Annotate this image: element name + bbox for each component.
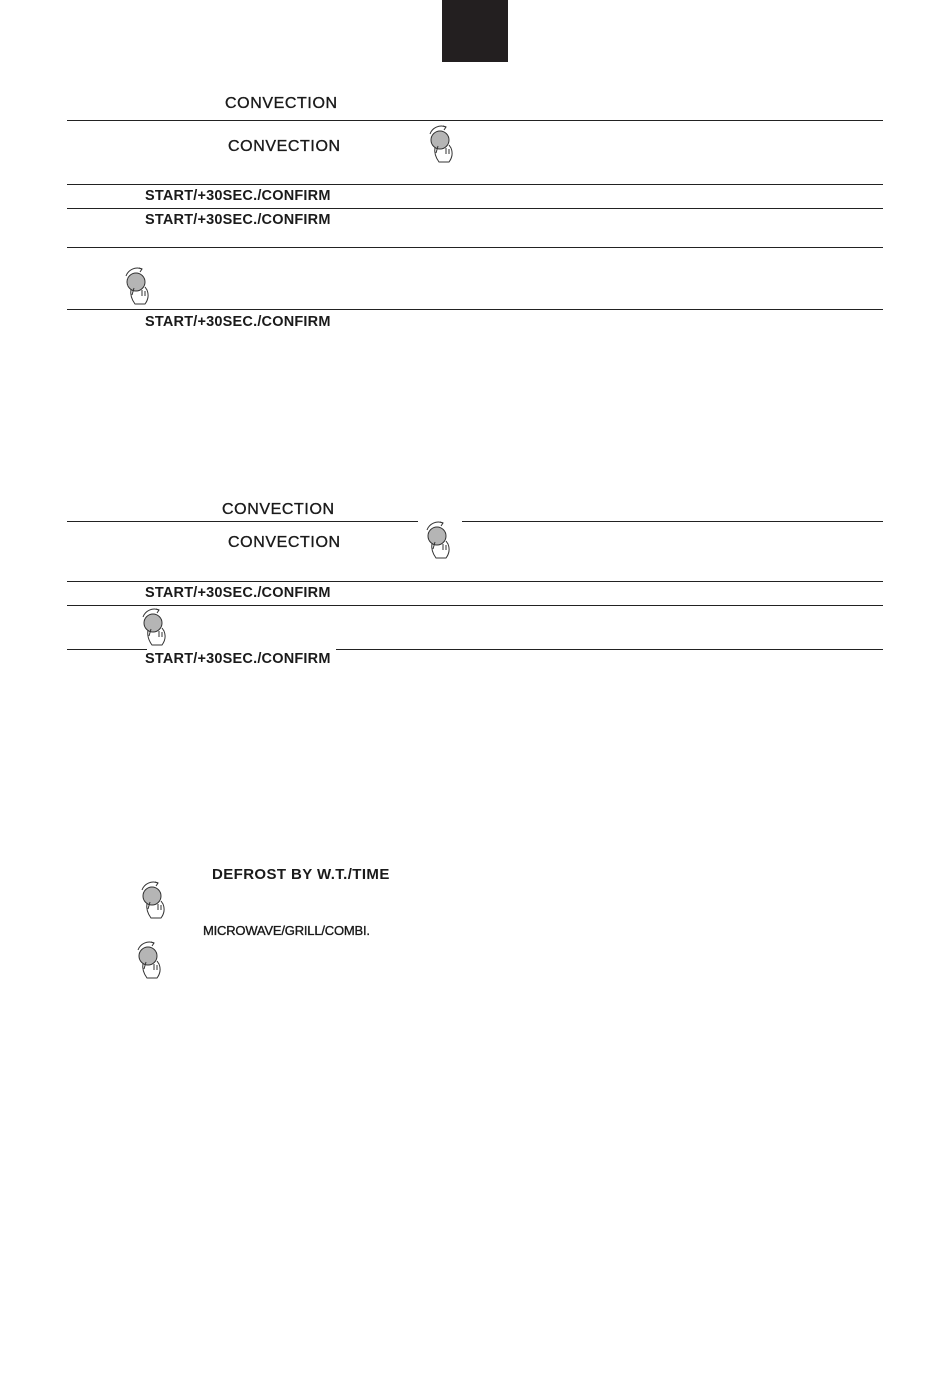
table-rule	[67, 184, 883, 185]
table-rule	[67, 521, 418, 522]
table-rule	[67, 120, 883, 121]
section2-convection-label: CONVECTION	[228, 534, 341, 551]
dial-knob-hand-icon	[424, 124, 460, 168]
table-rule	[67, 649, 147, 650]
table-rule	[67, 247, 883, 248]
section1-start-label: START/+30SEC./CONFIRM	[145, 212, 331, 228]
section2-start-label: START/+30SEC./CONFIRM	[145, 585, 331, 601]
section1-heading: CONVECTION	[225, 95, 338, 112]
table-rule	[67, 208, 883, 209]
section1-start-label: START/+30SEC./CONFIRM	[145, 314, 331, 330]
table-rule	[336, 649, 883, 650]
dial-knob-hand-icon	[120, 266, 156, 310]
table-rule	[462, 521, 883, 522]
table-rule	[67, 309, 883, 310]
section2-heading: CONVECTION	[222, 501, 335, 518]
dial-knob-hand-icon	[136, 880, 172, 924]
table-rule	[67, 605, 883, 606]
microwave-grill-combi-label: MICROWAVE/GRILL/COMBI.	[203, 923, 370, 938]
dial-knob-hand-icon	[137, 607, 173, 651]
section1-convection-label: CONVECTION	[228, 138, 341, 155]
dial-knob-hand-icon	[421, 520, 457, 564]
section1-start-label: START/+30SEC./CONFIRM	[145, 188, 331, 204]
page-tab-marker	[442, 0, 508, 62]
defrost-label: DEFROST BY W.T./TIME	[212, 866, 390, 883]
table-rule	[67, 581, 883, 582]
dial-knob-hand-icon	[132, 940, 168, 984]
section2-start-label: START/+30SEC./CONFIRM	[145, 651, 331, 667]
